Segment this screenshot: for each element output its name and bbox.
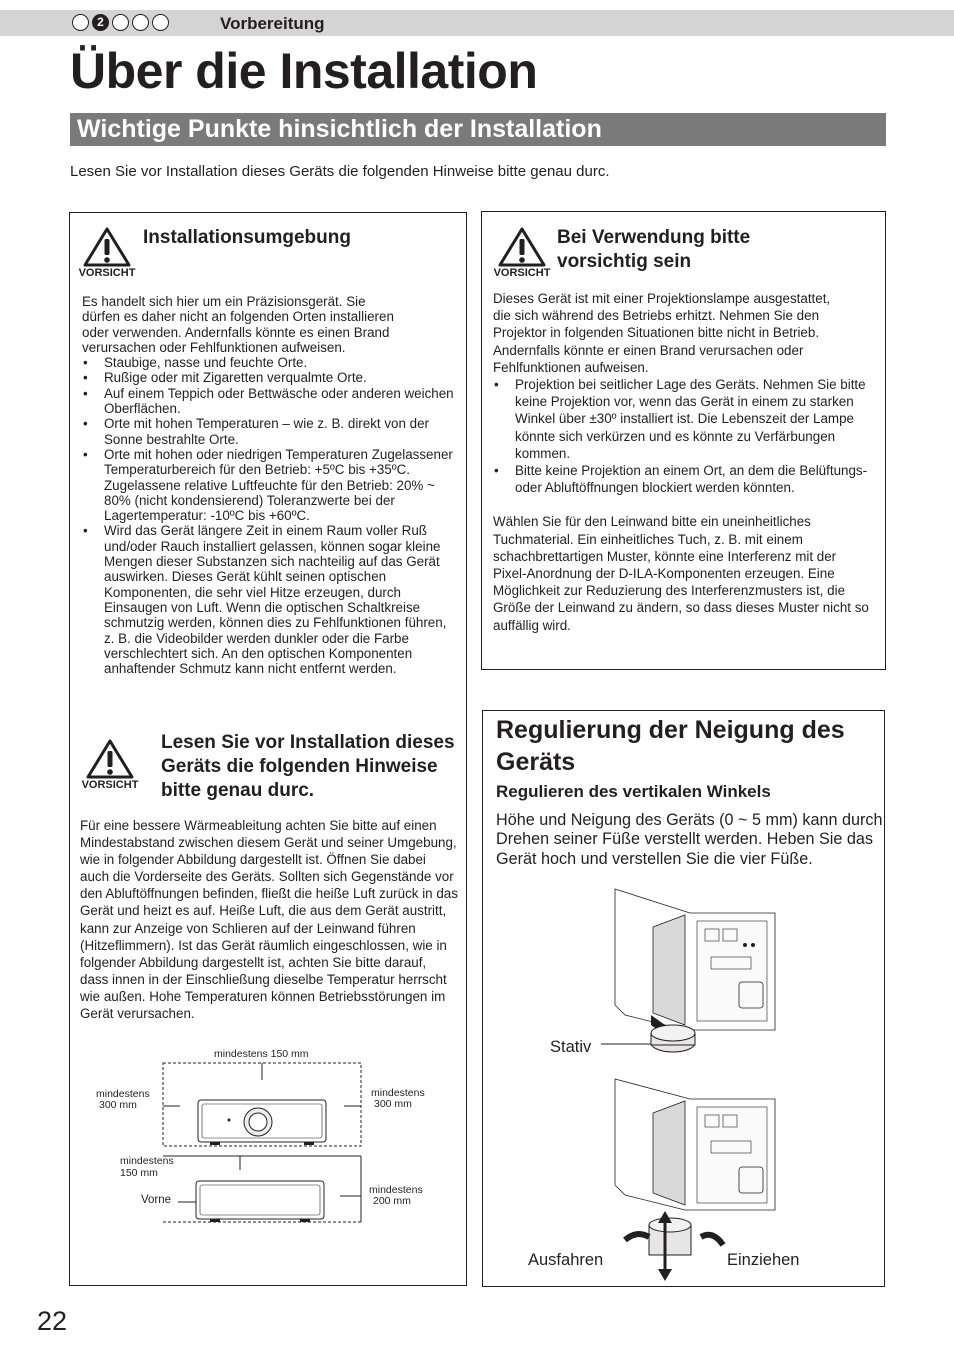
clearance-diagram (90, 1044, 450, 1234)
warning-environment (75, 226, 139, 279)
environment-title: Installationsumgebung (143, 227, 351, 248)
extend-label: Ausfahren (528, 1251, 604, 1269)
warning-label: VORSICHT (81, 779, 139, 791)
warning-label: VORSICHT (493, 267, 551, 279)
usage-text (493, 290, 869, 634)
diagram-label-back: 200 mm (373, 1195, 411, 1207)
tilt-subtitle: Regulieren des vertikalen Winkels (496, 782, 771, 801)
list-item: • Rußige oder mit Zigaretten verqualmte Orte. (82, 370, 460, 385)
top-view (163, 1063, 361, 1146)
usage-list (493, 376, 869, 496)
warning-triangle-icon (85, 738, 135, 780)
clearance-title: Lesen Sie vor Installation dieses Geräts die folgenden Hinweise bitte genau durc. (161, 732, 455, 801)
usage-line: Dieses Gerät ist mit einer Projektionslampe ausgestattet, (493, 291, 831, 306)
diagram-label-right: mindestens (371, 1087, 425, 1099)
retract-label: Einziehen (727, 1251, 800, 1269)
warning-usage (490, 226, 554, 279)
diagram-label-left: 300 mm (99, 1099, 137, 1111)
step-2-active: 2 (92, 14, 109, 31)
usage-line: die sich während des Betriebs erhitzt. Nehmen Sie den (493, 308, 820, 324)
list-item: • Wird das Gerät längere Zeit in einem Raum voller Ruß und/oder Rauch installiert gelassen, können sogar kleine Mengen dieser Substanzen sich nachteilig auf das Gerät auswirken. Dieses Gerät kühlt seinen optischen Komponenten, die sehr viel Hitze erzeugen, durch Einsaugen von Luft. Wenn die optischen Schaltkreise schmutzig werden, können dies zu Fehlfunktionen führen, z. B. die Videobilder werden dunkler oder die Farbe verschlechtert sich. An den optischen Komponenten anhaftender Schmutz kann nicht entfernt werden. (82, 523, 460, 676)
environment-line: oder verwenden. Andernfalls könnte es einen Brand (82, 324, 390, 340)
page-title: Über die Installation (70, 43, 538, 99)
usage-title-line: vorsichtig sein (557, 251, 692, 272)
step-1 (72, 14, 89, 31)
diagram-label-below: mindestens (120, 1155, 174, 1167)
warning-clearance (78, 738, 142, 791)
environment-line: dürfen es daher nicht an folgenden Orten installieren (82, 309, 394, 325)
diagram-label-right: 300 mm (374, 1098, 412, 1110)
page-number: 22 (37, 1306, 68, 1336)
warning-triangle-icon (82, 226, 132, 268)
environment-line: Es handelt sich hier um ein Präzisionsgerät. Sie (82, 294, 366, 309)
usage-title-line: Bei Verwendung bitte (557, 227, 751, 248)
tilt-title: Regulierung der Neigung des Geräts (496, 716, 845, 776)
screen-material-text: Wählen Sie für den Leinwand bitte ein uneinheitliches Tuchmaterial. Ein einheitliches Tuch, z. B. mit einem schachbrettartigen Muster, könnte eine Interferenz mit der Pixel-Anordnung der D-ILA-Komponenten erzeugen. Eine Möglichkeit zur Reduzierung des Interferenzmusters ist, die Größe der Leinwand zu ändern, so dass dieses Muster nicht so auffällig wird. (493, 514, 869, 633)
foot-adjustment-illustration (525, 885, 825, 1285)
warning-triangle-icon (497, 226, 547, 268)
step-3 (112, 14, 129, 31)
step-4 (132, 14, 149, 31)
step-indicator (72, 14, 169, 31)
diagram-label-left: mindestens (96, 1088, 150, 1100)
list-item: • Projektion bei seitlicher Lage des Geräts. Nehmen Sie bitte keine Projektion vor, wenn das Gerät in einem zu starken Winkel über ±30º installiert ist. Die Lebenszeit der Lampe könnte sich verkürzen und es könnte zu Verfärbungen kommen. (493, 376, 869, 462)
usage-line: Fehlfunktionen aufweisen. (493, 359, 649, 375)
warning-label: VORSICHT (78, 267, 136, 279)
diagram-label-front: Vorne (141, 1194, 172, 1206)
list-item: • Bitte keine Projektion an einem Ort, an dem die Belüftungs- oder Abluftöffnungen blockiert werden könnten. (493, 462, 869, 496)
step-5 (152, 14, 169, 31)
environment-line: verursachen oder Fehlfunktionen aufweisen. (82, 339, 346, 355)
diagram-label-below: 150 mm (120, 1167, 158, 1179)
usage-line: Andernfalls könnte er einen Brand verursachen oder (493, 342, 804, 358)
diagram-label-back: mindestens (369, 1184, 423, 1196)
usage-line: Projektor in folgenden Situationen bitte nicht in Betrieb. (493, 325, 820, 341)
subheading: Wichtige Punkte hinsichtlich der Installation (70, 113, 886, 146)
projector-rear-lower (615, 1079, 775, 1255)
intro-text: Lesen Sie vor Installation dieses Geräts die folgenden Hinweise bitte genau durc. (70, 163, 610, 180)
list-item: • Auf einem Teppich oder Bettwäsche oder anderen weichen Oberflächen. (82, 386, 460, 417)
list-item: • Orte mit hohen Temperaturen – wie z. B. direkt von der Sonne bestrahlte Orte. (82, 416, 460, 447)
environment-list (82, 355, 460, 676)
environment-text (82, 294, 460, 676)
stand-label: Stativ (550, 1038, 592, 1056)
list-item: • Orte mit hohen oder niedrigen Temperaturen Zugelassener Temperaturbereich für den Betrieb: +5ºC bis +35ºC. Zugelassene relative Luftfeuchte für den Betrieb: 20% ~ 80% (nicht kondensierend) Toleranzwerte bei der Lagertemperatur: -10ºC bis +60ºC. (82, 447, 460, 523)
section-label: Vorbereitung (220, 14, 325, 33)
tilt-text: Höhe und Neigung des Geräts (0 ~ 5 mm) kann durch Drehen seiner Füße verstellt werden. Heben Sie das Gerät hoch und verstellen Sie die vier Füße. (496, 811, 883, 868)
usage-title (557, 226, 750, 274)
clearance-text: Für eine bessere Wärmeableitung achten Sie bitte auf einen Mindestabstand zwischen diesem Gerät und seiner Umgebung, wie in folgender Abbildung dargestellt ist. Öffnen Sie dabei auch die Vorderseite des Geräts. Sollten sich Gegenstände vor den Abluftöffnungen befinden, fließt die heiße Luft zurück in das Gerät und heizt es auf. Heiße Luft, die aus dem Gerät austritt, kann zur Anzeige von Schlieren auf der Leinwand führen (Hitzeflimmern). Ist das Gerät räumlich eingeschlossen, wie in folgender Abbildung dargestellt ist, achten Sie bitte darauf, dass innen in der Einschließung dieselbe Temperatur herrscht wie außen. Hohe Temperaturen können Betriebsstörungen im Gerät verursachen. (80, 818, 458, 1022)
list-item: • Staubige, nasse und feuchte Orte. (82, 355, 460, 370)
front-view (163, 1156, 361, 1222)
diagram-label-top: mindestens 150 mm (214, 1048, 309, 1060)
projector-rear-upper (601, 889, 775, 1052)
